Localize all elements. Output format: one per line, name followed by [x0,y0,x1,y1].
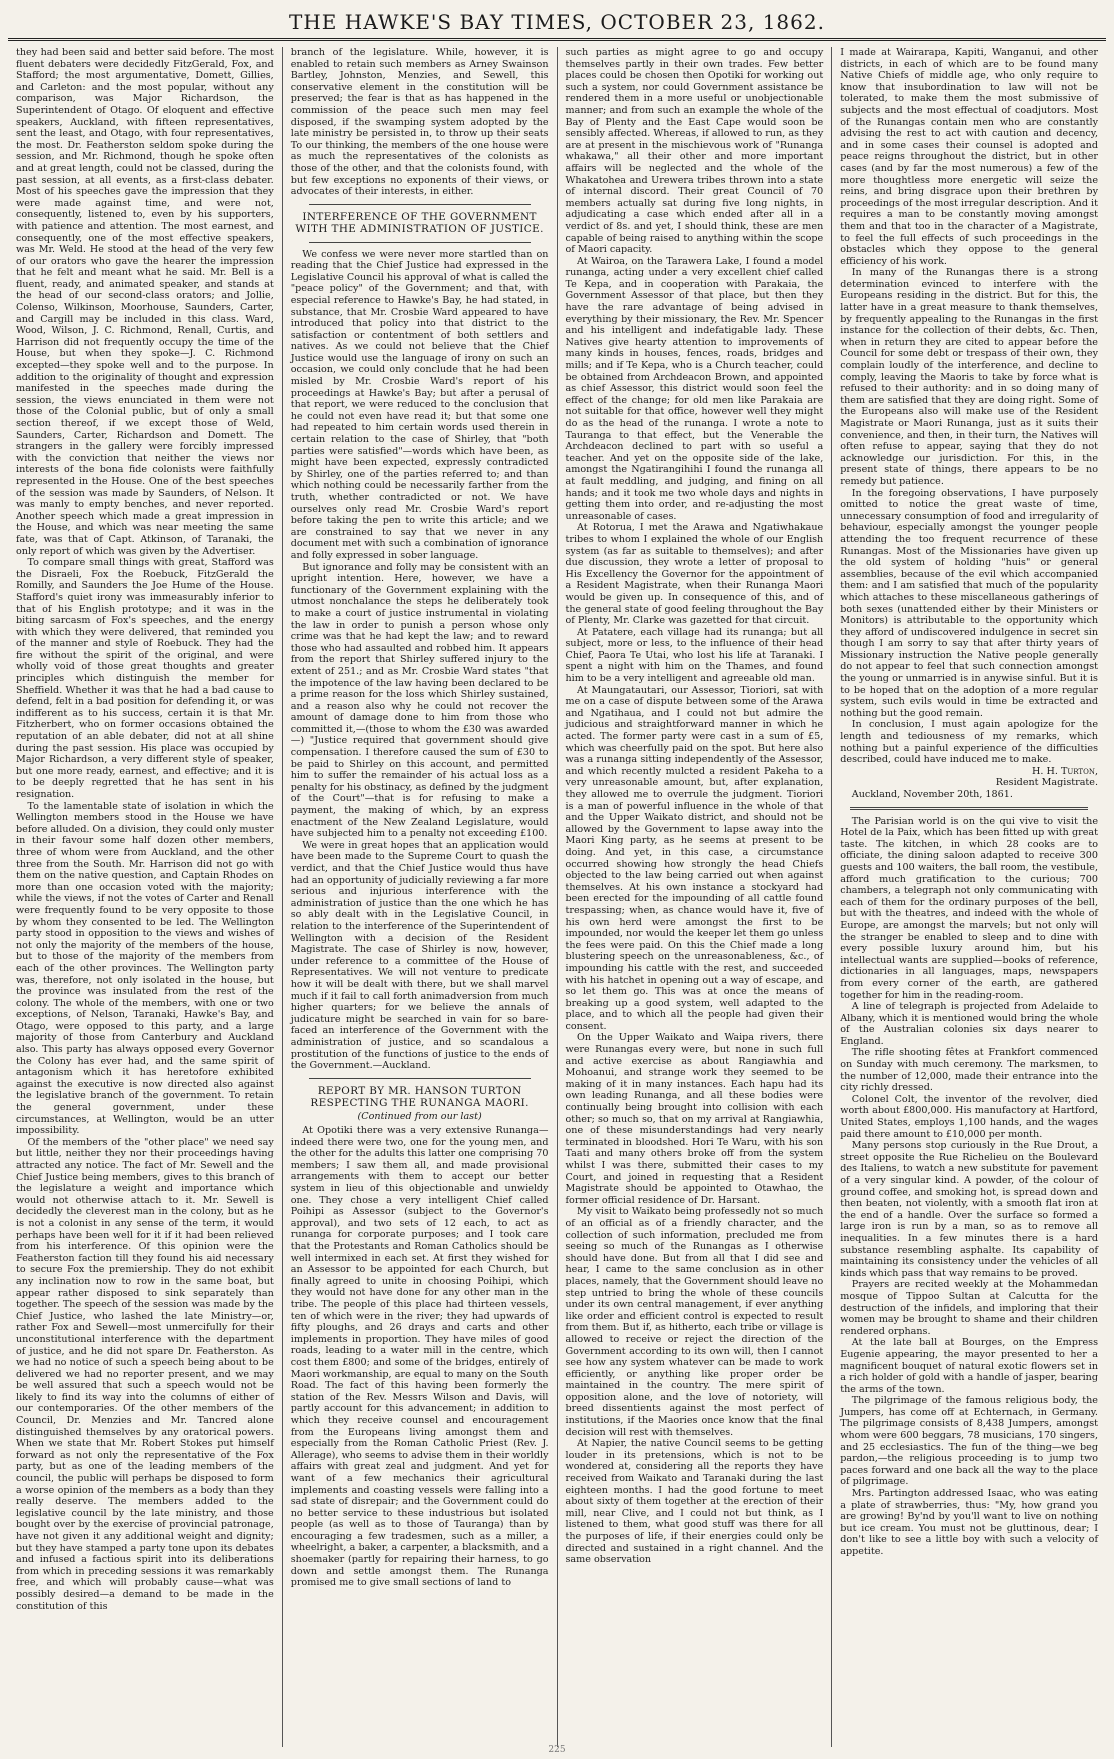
column-2 [282,47,557,1747]
paragraph: At Maungatautari, our Assessor, Tioriori, sat with me on a case of dispute between some of the Arawa and Ngatihaua, and I could not but admire the judicious and straightforward manner in which he acted. The former party were cast in a sum of £5, which was cheerfully paid on the spot. But here also was a runanga sitting independently of the Assessor, and which recently mulcted a resident Pakeha to a very unreasonable amount, but, after explanation, they allowed me to overrule the judgment. Tioriori is a man of powerful influence in the whole of that and the Upper Waikato district, and should not be allowed by the Government to lapse away into the Maori King party, as he seems at present to be doing. And yet, in this case, a circumstance occurred showing how strongly the head Chiefs objected to the law being carried out when against themselves. At his own instance a stockyard had been erected for the impounding of all cattle found trespassing; when, as chance would have it, five of his own herd were amongst the first to be impounded, nor would the keeper let them go unless the fees were paid. On this the Chief made a long blustering speech on the unreasonableness, &c., of impounding his cattle with the rest, and succeeded with his hatchet in opening out a way of escape, and so let them go. This was at once the means of breaking up a good system, well adapted to the place, and to which all the people had given their consent. [565,684,824,1032]
column-3 [557,47,832,1747]
paragraph: The pilgrimage of the famous religious body, the Jumpers, has come off at Echternach, in Germany. The pilgrimage consists of 8,438 Jumpers, amongst whom were 600 beggars, 78 musicians, 170 singers, and 25 ecclesiastics. The fun of the thing—we beg pardon,—the religious proceeding is to jump two paces forward and one back all the way to the place of pilgrimage. [840,1395,1098,1488]
paragraph: We were in great hopes that an application would have been made to the Supreme Court to quash the verdict, and that the Chief Justice would thus have had an opportunity of judicially reviewing a far more serious and injurious interference with the administration of justice than the one which he has so ably dealt with in the Legislative Council, in relation to the interference of the Superintendent of Wellington with a decision of the Resident Magistrate. The case of Shirley is now, however, under reference to a committee of the House of Representatives. We will not venture to predicate how it will be dealt with there, but we shall marvel much if it fail to call forth animadversion from much higher quarters; for we believe the annals of judicature might be searched in vain for so bare-faced an interference of the Government with the administration of justice, and so scandalous a prostitution of the functions of justice to the ends of the Government.—Auckland. [290,839,549,1072]
paragraph: Prayers are recited weekly at the Mohammedan mosque of Tippoo Sultan at Calcutta for the destruction of the infidels, and imploring that their women may be brought to shame and their children rendered orphans. [840,1279,1098,1337]
paragraph: At the late ball at Bourges, on the Empress Eugenie appearing, the mayor presented to her a magnificent bouquet of natural exotic flowers set in a rich holder of gold with a handle of jasper, bearing the arms of the town. [840,1337,1098,1395]
article-separator [309,1078,531,1079]
article-separator [309,204,531,205]
dateline: Auckland, November 20th, 1861. [851,789,1013,800]
paragraph: The rifle shooting fêtes at Frankfort commenced on Sunday with much ceremony. The marksmen, to the number of 12,000, made their entrance into the city richly dressed. [840,1047,1098,1094]
column-4 [831,47,1106,1747]
paragraph: At Napier, the native Council seems to be getting louder in its pretensions, which is not to be wondered at, considering all the reports they have received from Waikato and Taranaki during the last eighteen months. I had the good fortune to meet about sixty of them together at the erection of their mill, near Clive, and I could not but think, as I listened to them, what good stuff was there for all the purposes of life, if their energies could only be directed and sustained in a right channel. And the same observation [565,1438,824,1566]
signature-title: Resident Magistrate. [995,777,1098,789]
heading-rule [309,242,531,243]
paragraph: In many of the Runangas there is a strong determination evinced to interfere with the Europeans residing in the district. But for this, the latter have in a great measure to thank themselves, by frequently appealing to the Runangas in the first instance for the collection of their debts, &c. Then, when in return they are cited to appear before the Council for some debt or trespass of their own, they complain loudly of the interference, and decline to comply, leaving the Maoris to take by force what is refused to their authority: and in so doing many of them are satisfied that they are doing right. Some of the Europeans also will make use of the Resident Magistrate or Maori Runanga, just as it suits their convenience, and then, in their turn, the Natives will often refuse to appear, saying that they do not acknowledge our jurisdiction. For this, in the present state of things, there appears to be no remedy but patience. [840,267,1098,487]
paragraph: To the lamentable state of isolation in which the Wellington members stood in the House we have before alluded. On a division, they could only muster in their favour some half dozen other members, three of whom were from Auckland, and the other three from the South. Mr. Harrison did not go with them on the native question, and Captain Rhodes on more than one occasion voted with the majority; while the views, if not the votes of Carter and Renall were frequently found to be very opposite to those by whom they consented to be led. The Wellington party stood in opposition to the views and wishes of not only the majority of the members of the house, but to those of the majority of the members from each of the other provinces. The Wellington party was, therefore, not only isolated in the house, but the province was insulated from the rest of the colony. The whole of the members, with one or two exceptions, of Nelson, Taranaki, Hawke's Bay, and Otago, were opposed to this party, and a large majority of those from Canterbury and Auckland also. This party has always opposed every Governor the Colony has ever had, and the same spirit of antagonism which it has heretofore exhibited against the executive is now directed also against the legislative branch of the government. To retain the general government, under these circumstances, at Wellington, would be an utter impossibility. [16,800,274,1137]
paragraph: At Wairoa, on the Tarawera Lake, I found a model runanga, acting under a very excellent chief called Te Kepa, and in cooperation with Parakaia, the Government Assessor of that place, but then they have the rare advantage of being advised in everything by their missionary, the Rev. Mr. Spencer and his intelligent and indefatigable lady. These Natives give hearty attention to improvements of many kinds in houses, fences, roads, bridges and mills; and if Te Kepa, who is a Church teacher, could be obtained from Archdeacon Brown, and appointed as chief Assessor, this district would soon feel the effect of the change; for old men like Parakaia are not suitable for that office, however well they might do as the head of the runanga. I wrote a note to Tauranga to that effect, but the Venerable the Archdeacon declined to part with so useful a teacher. And yet on the opposite side of the lake, amongst the Ngatirangihihi I found the runanga all at fault meddling, and judging, and fining on all hands; and it took me two whole days and nights in getting them into order, and re-adjusting the most unreasonable of cases. [565,255,824,522]
page-folio: 225 [548,1745,566,1755]
paragraph: In conclusion, I must again apologize for the length and tediousness of my remarks, which nothing but a painful experience of the difficulties described, could have induced me to make. [840,719,1098,766]
paragraph: branch of the legislature. While, however, it is enabled to retain such members as Arney Swainson Bartley, Johnston, Menzies, and Sewell, this conservative element in the constitution will be preserved; the fear is that as has happened in the commission of the peace such men may feel disposed, if the swamping system adopted by the late ministry be persisted in, to throw up their seats To our thinking, the members of the one house were as much the representatives of the colonists as those of the other, and that the colonists found, with but few exceptions no exponents of their views, or advocates of their interests, in either. [290,47,549,198]
paragraph: But ignorance and folly may be consistent with an upright intention. Here, however, we have a functionary of the Government explaining with the utmost nonchalance the steps he deliberately took to make a court of justice instrumental in violating the law in order to punish a person whose only crime was that he had kept the law; and to reward those who had assaulted and robbed him. It appears from the report that Shirley suffered injury to the extent of 251.; and as Mr. Crosbie Ward states "that the impotence of the law having been declared to be a prime reason for the loss which Shirley sustained, and a reason also why he could not recover the amount of damage done to him from those who committed it,—(those to whom the £30 was awarded—) "Justice required that government should give compensation. I therefore caused the sum of £30 to be paid to Shirley on this account, and permitted him to suffer the remainder of his actual loss as a penalty for his obstinacy, as defined by the judgment of the Court"—that is for refusing to make a payment, the making of which, by an express enactment of the New Zealand Legislature, would have subjected him to a penalty not exceeding £100. [290,561,549,840]
paragraph: We confess we were never more startled than on reading that the Chief Justice had expressed in the Legislative Council his approval of what is called the "peace policy" of the Government; and that, with especial reference to Hawke's Bay, he had stated, in substance, that Mr. Crosbie Ward appeared to have introduced that policy into that district to the satisfaction or contentment of both settlers and natives. As we could not believe that the Chief Justice would use the language of irony on such an occasion, we could only conclude that he had been misled by Mr. Crosbie Ward's report of his proceedings at Hawke's Bay; but after a perusal of that report, we were reduced to the conclusion that he could not even have read it; but that some one had repeated to him certain words used therein in certain relation to the case of Shirley, that "both parties were satisfied"—words which have been, as might have been expected, expressly contradicted by Shirley, one of the parties referred to; and than which nothing could be necessarily farther from the truth, whether contradicted or not. We have ourselves only read Mr. Crosbie Ward's report before taking the pen to write this article; and we are constrained to say that we never in any document met with such a combination of ignorance and folly expressed in sober language. [290,248,549,561]
paragraph: To compare small things with great, Stafford was the Disraeli, Fox the Roebuck, FitzGerald the Romilly, and Saunders the Joe Hume of the House. Stafford's quiet irony was immeasurably inferior to that of his English prototype; and it was in the biting sarcasm of Fox's speeches, and the energy with which they were delivered, that reminded you of the manner and style of Roebuck. They had the fire without the spirit of the original, and were wholly void of those great thoughts and greater principles which distinguish the member for Sheffield. Whether it was that he had a bad cause to defend, felt in a bad position for defending it, or was indifferent as to his success, certain it is that Mr. Fitzherbert, who on former occasions obtained the reputation of an able debater, did not at all shine during the past session. His place was occupied by Major Richardson, a very different style of speaker, but one more ready, earnest, and effective; and it is to be deeply regretted that he has sent in his resignation. [16,557,274,800]
paragraph: Many persons stop curiously in the Rue Drout, a street opposite the Rue Richelieu on the Boulevard des Italiens, to watch a new substitute for pavement of a very singular kind. A powder, of the colour of ground coffee, and smoking hot, is spread down and then beaten, not violently, with a smooth flat iron at the end of a handle. Over the surface so formed a large iron is run by a man, so as to remove all inequalities. In a few minutes there is a hard substance resembling asphalte. Its capability of maintaining its consistency under the vehicles of all kinds which pass that way remains to be proved. [840,1140,1098,1279]
article-heading: REPORT BY MR. HANSON TURTON RESPECTING THE RUNANGA MAORI. [310,1084,529,1110]
article-heading: INTERFERENCE OF THE GOVERNMENT WITH THE ADMINISTRATION OF JUSTICE. [295,210,544,236]
paragraph: I made at Wairarapa, Kapiti, Wanganui, and other districts, in each of which are to be found many Native Chiefs of middle age, who only require to know that insubordination to law will not be tolerated, to make them the most submissive of subjects and the most effectual of coadjutors. Most of the Runangas contain men who are constantly advising the rest to act with caution and decency, and in some cases their counsel is adopted and peace reigns throughout the district, but in other cases (and by far the most numerous) a few of the more thoughtless more energetic will seize the reins, and bring disgrace upon their brethren by proceedings of the most irregular description. And it requires a man to be constantly moving amongst them and that too in the character of a Magistrate, to feel the full effects of such proceedings in the obstacles which they oppose to the general efficiency of his work. [840,47,1098,267]
masthead: THE HAWKE'S BAY TIMES, OCTOBER 23, 1862. [289,10,825,34]
signature-name: H. H. Turton, [1032,765,1098,777]
paragraph: such parties as might agree to go and occupy themselves partly in their own trades. Few better places could be chosen then Opotiki for working out such a system, nor could Government assistance be rendered them in a more useful or unobjectionable manner; and from such an example the whole of the Bay of Plenty and the East Cape would soon be sensibly affected. Whereas, if allowed to run, as they are at present in the mischievous work of "Runanga whakawa," all their other and more important affairs will be neglected and the whole of the Whakatohea and Urewera tribes thrown into a state of internal discord. Their great Council of 70 members actually sat during five long nights, in adjudicating a case which ended after all in a verdict of 8s. and yet, I should think, these are men capable of being raised to anything within the scope of Maori capacity. [565,47,824,256]
paragraph: A line of telegraph is projected from Adelaide to Albany, which it is mentioned would bring the whole of the Australian colonies six days nearer to England. [840,1001,1098,1047]
paragraph: Mrs. Partington addressed Isaac, who was eating a plate of strawberries, thus: "My, how grand you are growing! By'nd by you'll want to live on nothing but ice cream. You must not be gluttinous, dear; I don't like to see a little boy with such a velocity of appetite. [840,1488,1098,1557]
paragraph: At Rotorua, I met the Arawa and Ngatiwhakaue tribes to whom I explained the whole of our English system (as far as suitable to themselves); and after due discussion, they wrote a letter of proposal to His Excellency the Governor for the appointment of a Resident Magistrate, when their Runanga Maori would be given up. In consequence of this, and of the general state of good feeling throughout the Bay of Plenty, Mr. Clarke was gazetted for that circuit. [565,522,824,627]
paragraph: they had been said and better said before. The most fluent debaters were decidedly FitzGerald, Fox, and Stafford; the most argumentative, Domett, Gillies, and Carleton: and the most popular, without any comparison, was Major Richardson, the Superintendent of Otago. Of eloquent and effective speakers, Auckland, with fifteen representatives, sent the least, and Otago, with four representatives, the most. Dr. Featherston seldom spoke during the session, and Mr. Richmond, though he spoke often and at great length, could not be classed, during the past session, at all events, as a first-class debater. Most of his speeches gave the impression that they were made against time, and were not, consequently, listened to, even by his supporters, with patience and attention. The most earnest, and consequently, one of the most effective speakers, was Mr. Weld. He stood at the head of the very few of our orators who gave the hearer the impression that he felt and meant what he said. Mr. Bell is a fluent, ready, and animated speaker, and stands at the head of our second-class orators; and Jollie, Colenso, Wilkinson, Moorhouse, Saunders, Carter, and Cargill may be included in this class. Ward, Wood, Wilson, J. C. Richmond, Renall, Curtis, and Harrison did not frequently occupy the time of the House, but when they spoke—J. C. Richmond excepted—they spoke well and to the purpose. In addition to the originality of thought and expression manifested in the speeches made during the session, the views enunciated in them were not those of the Colonial public, but of only a small section thereof, if we except those of Weld, Saunders, Carter, Richardson and Domett. The strangers in the gallery were forcibly impressed with the conviction that neither the views nor interests of the bona fide colonists were faithfully represented in the House. One of the best speeches of the session was made by Saunders, of Nelson. It was manly to empty benches, and never reported. Another speech which made a great impression in the House, and which was near meeting the same fate, was that of Capt. Atkinson, of Taranaki, the only report of which was given by the Advertiser. [16,47,274,557]
masthead-rule [8,38,1106,41]
article-separator [850,807,1088,810]
paragraph: At Patatere, each village had its runanga; but all subject, more or less, to the influence of their head Chief, Paora Te Utai, who lost his life at Taranaki. I spent a night with him on the Thames, and found him to be a very intelligent and agreeable old man. [565,626,824,685]
columns [8,47,1106,1747]
column-1 [8,47,282,1747]
paragraph: My visit to Waikato being professedly not so much of an official as of a friendly character, and the collection of such information, precluded me from seeing so much of the Runangas as I otherwise should have done. But from all that I did see and hear, I came to the same conclusion as in other places, namely, that the Government should leave no step untried to bring the whole of these councils under its own central management, if ever anything like order and efficient control is expected to result from them. But if, as hitherto, each tribe or village is allowed to receive or reject the direction of the Government according to its own will, then I cannot see how any system whatever can be made to work efficiently, or anything like proper order be maintained in the country. The mere spirit of opposition alone, and the love of notoriety, will breed dissentients against the most perfect of institutions, if the Maories once know that the final decision will rest with themselves. [565,1206,824,1438]
article-subheading: (Continued from our last) [357,1110,482,1122]
paragraph: At Opotiki there was a very extensive Runanga—indeed there were two, one for the young men, and the other for the adults this latter one comprising 70 members; I saw them all, and made provisional arrangements with them to accept our better system in lieu of this objectionable and unwieldy one. They chose a very intelligent Chief called Poihipi as Assessor (subject to the Governor's approval), and two sets of 12 each, to act as runanga for corporate purposes; and I took care that the Protestants and Roman Catholics should be well intermixed in each set. At first they wished for an Assessor to be appointed for each Church, but finally agreed to unite in choosing Poihipi, which they would not have done for any other man in the tribe. The people of this place had thirteen vessels, ten of which were in the river; they had upwards of fifty ploughs, and 26 drays and carts and other implements in proportion. They have miles of good roads, leading to a water mill in the centre, which cost them £800; and some of the bridges, entirely of Maori workmanship, are equal to many on the South Road. The fact of this having been formerly the station of the Rev. Messrs Wilson and Davis, will partly account for this advancement; in addition to which they receive counsel and encouragement from the Europeans living amongst them and especially from the Roman Catholic Priest (Rev. J. Allerage), who seems to advise them in their worldly affairs with great zeal and judgment. And yet for want of a few mechanics their agricultural implements and coasting vessels were falling into a sad state of disrepair; and the Government could do no better service to these industrious but isolated people (as well as to those of Tauranga) than by encouraging a few tradesmen, such as a miller, a wheelright, a baker, a carpenter, a blacksmith, and a shoemaker (partly for repairing their harness, to go down and settle amongst them. The Runanga promised me to give small sections of land to [290,1125,549,1589]
paragraph: The Parisian world is on the qui vive to visit the Hotel de la Paix, which has been fitted up with great taste. The kitchen, in which 28 cooks are to officiate, the dining saloon adapted to receive 300 guests and 100 waiters, the ball room, the vestibule, afford much gratification to the curious; 700 chambers, a telegraph not only communicating with each of them for the ordinary purposes of the bell, but with the theatres, and indeed with the whole of Europe, are amongst the marvels; but not only will the stranger be enabled to sleep and to dine with every possible luxury around him, but his intellectual wants are supplied—books of reference, dictionaries in all languages, maps, newspapers from every corner of the earth, are gathered together for him in the reading-room. [840,815,1098,1001]
paragraph: Colonel Colt, the inventor of the revolver, died worth about £800,000. His manufactory at Hartford, United States, employs 1,100 hands, and the wages paid there amount to £10,000 per month. [840,1093,1098,1140]
paragraph: In the foregoing observations, I have purposely omitted to notice the great waste of time, unnecessary consumption of food and irregularity of behaviour, especially amongst the younger people attending the too frequent recurrence of these Runangas. Most of the Missionaries have given up the old system of holding "huis" or general assemblies, because of the evil which accompanied them: and I am satisfied that much of the popularity which attaches to these miscellaneous gatherings of both sexes (unattended either by their Ministers or Monitors) is attributable to the opportunity which they afford of undiscovered indulgence in secret sin though I am sorry to say that after thirty years of Missionary instruction the Native people generally do not appear to feel that such connection amongst the young or unmarried is in anywise sinful. But it is to be hoped that on the adoption of a more regular system, such evils would in time be extracted and nothing but the good remain. [840,487,1098,719]
paragraph: On the Upper Waikato and Waipa rivers, there were Runangas every were, but none in such full and active exercise as about Rangiawhia and Mohoanui, and strange work they seemed to be making of it in many instances. Each hapu had its own leading Runanga, and all these bodies were continually being brought into collision with each other; so much so, that on my arrival at Rangiawhia, one of these misunderstandings had very nearly terminated in bloodshed. Hori Te Waru, with his son Taati and many others broke off from the system whilst I was there, submitted their cases to my Court, and joined in requesting that a Resident Magistrate should be appointed to Otawhao, the former official residence of Dr. Harsant. [565,1032,824,1206]
paragraph: Of the members of the "other place" we need say but little, neither they nor their proceedings having attracted any notice. The fact of Mr. Sewell and the Chief Justice being members, gives to this branch of the legislature a weight and importance which would not otherwise attach to it. Mr. Sewell is decidedly the cleverest man in the colony, but as he is not a colonist in any sense of the term, it would perhaps have been well for it if it had been relieved from his interference. Of this opinion were the Featherston faction till they found his aid necessary to secure Fox the premiership. They do not exhibit any inclination now to row in the same boat, but appear rather disposed to sink separately than together. The speech of the session was made by the Chief Justice, who lashed the late Ministry—or, rather Fox and Sewell—most unmercifully for their unconstitutional interference with the department of justice, and he did not spare Dr. Featherston. As we had no notice of such a speech being about to be delivered we had no reporter present, and we may be well assured that such a speech would not be likely to find its way into the columns of either of our contemporaries. Of the other members of the Council, Dr. Menzies and Mr. Tancred alone distinguished themselves by any oratorical powers. When we state that Mr. Robert Stokes put himself forward as not only the representative of the Fox party, but as one of the leading members of the council, the public will perhaps be disposed to form a worse opinion of the members as a body than they really deserve. The members added to the legislative council by the late ministry, and those bought over by the exercise of provincial patronage, have not given it any additional weight and dignity; but they have stamped a party tone upon its debates and infused a factious spirit into its deliberations from which in preceding sessions it was remarkably free, and which will probably cause—what was possibly desired—a demand to be made in the constitution of this [16,1136,274,1612]
